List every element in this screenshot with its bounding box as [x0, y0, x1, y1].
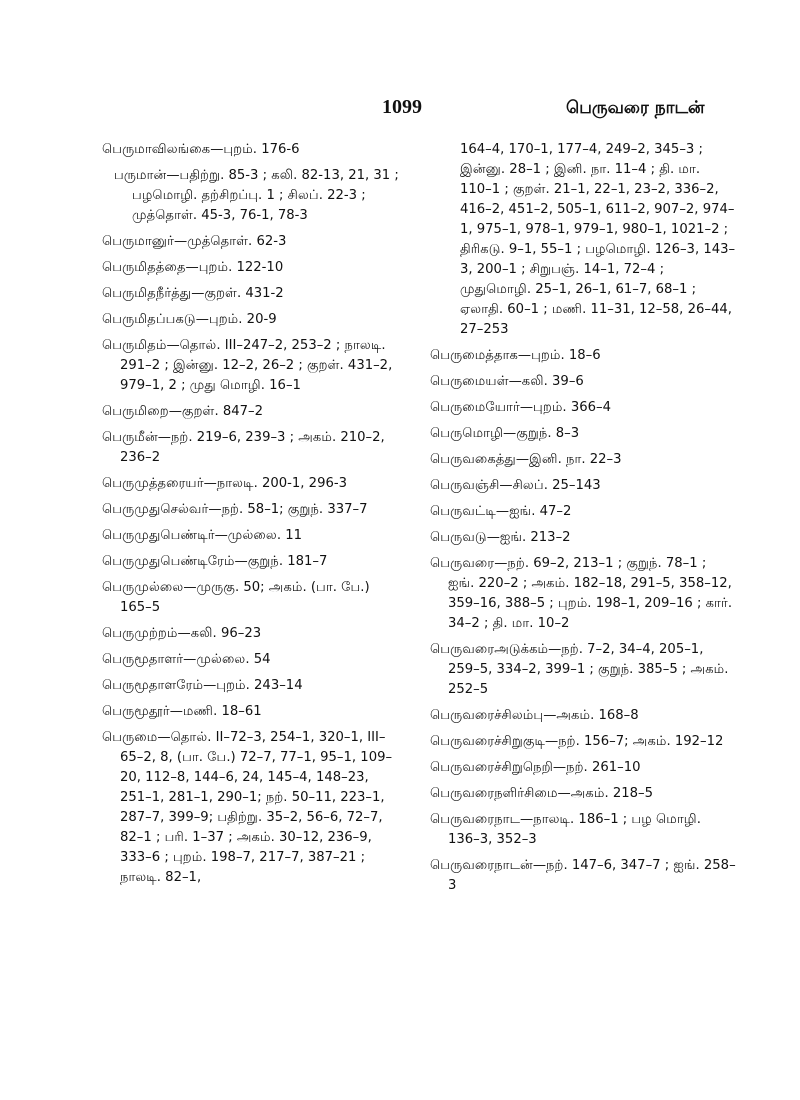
index-entry: பெருமூதூர்—மணி. 18–61 — [102, 704, 262, 719]
index-entry: பெருமிதத்தை—புறம். 122-10 — [102, 260, 284, 275]
index-entry: பெருமுத்தரையர்—நாலடி. 200-1, 296-3 — [102, 476, 347, 491]
page-header — [0, 96, 800, 126]
index-entry: பெருமுல்லை—முருகு. 50; அகம். (பா. பே.) 165–5 — [102, 580, 370, 615]
index-entry: பெருமைத்தாக—புறம். 18–6 — [430, 348, 601, 363]
index-entry: பெருவரைநாட—நாலடி. 186–1 ; பழ மொழி. 136–3, 352–3 — [430, 812, 701, 847]
index-entry: பருமான்—பதிற்று. 85-3 ; கலி. 82-13, 21, 31 ; பழமொழி. தற்சிறப்பு. 1 ; சிலப். 22-3 ; முத்தொள். 45-3, 76-1, 78-3 — [114, 168, 399, 223]
page-number: 1099 — [382, 96, 422, 118]
index-entry: பெருவட்டி—ஐங். 47–2 — [430, 504, 572, 519]
index-entry: பெருமாவிலங்கை—புறம். 176-6 — [102, 142, 300, 157]
index-entry: பெருவரை—நற். 69–2, 213–1 ; குறுந். 78–1 ; ஐங். 220–2 ; அகம். 182–18, 291–5, 358–12, 359–16, 388–5 ; புறம். 198–1, 209–16 ; கார். 34–2 ; தி. மா. 10–2 — [430, 556, 733, 631]
index-entry: பெருவரைஅடுக்கம்—நற். 7–2, 34–4, 205–1, 259–5, 334–2, 399–1 ; குறுந். 385–5 ; அகம். 252–5 — [430, 642, 729, 697]
index-entry: பெருமீன்—நற். 219–6, 239–3 ; அகம். 210–2, 236–2 — [102, 430, 385, 465]
index-entry: பெருவரைச்சிறுநெறி—நற். 261–10 — [430, 760, 641, 775]
index-entry: பெருமுதுபெண்டிர்—முல்லை. 11 — [102, 528, 302, 543]
index-entry: பெருமையோர்—புறம். 366–4 — [430, 400, 611, 415]
index-entry: பெருமுதுசெல்வர்—நற். 58–1; குறுந். 337–7 — [102, 502, 368, 517]
index-entry: பெருமுற்றம்—கலி. 96–23 — [102, 626, 262, 641]
index-entry: பெருமிறை—குறள். 847–2 — [102, 404, 263, 419]
index-entry: பெருவடு—ஐங். 213–2 — [430, 530, 571, 545]
running-head: பெருவரை நாடன் — [566, 98, 705, 118]
index-entry: 164–4, 170–1, 177–4, 249–2, 345–3 ; இன்னு. 28–1 ; இனி. நா. 11–4 ; தி. மா. 110–1 ; குறள். 21–1, 22–1, 23–2, 336–2, 416–2, 451–2, 505–1, 611–2, 907–2, 974–1, 975–1, 978–1, 979–1, 980–1, 1021–2 ; திரிகடு. 9–1, 55–1 ; பழமொழி. 126–3, 143–3, 200–1 ; சிறுபஞ். 14–1, 72–4 ; முதுமொழி. 25–1, 26–1, 61–7, 68–1 ; ஏலாதி. 60–1 ; மணி. 11–31, 12–58, 26–44, 27–253 — [460, 142, 736, 337]
index-entry: பெருவரைநாடன்—நற். 147–6, 347–7 ; ஐங். 258–3 — [430, 858, 736, 893]
index-entry: பெருமிதநீர்த்து—குறள். 431-2 — [102, 286, 284, 301]
index-entry: பெருவரைச்சிறுகுடி—நற். 156–7; அகம். 192–12 — [430, 734, 724, 749]
index-entry: பெருவஞ்சி—சிலப். 25–143 — [430, 478, 601, 493]
index-entry: பெருமொழி—குறுந். 8–3 — [430, 426, 580, 441]
index-entry: பெருமானுர்—முத்தொள். 62-3 — [102, 234, 287, 249]
index-entry: பெருமூதாளர்—முல்லை. 54 — [102, 652, 271, 667]
index-entry: பெருமையள்—கலி. 39–6 — [430, 374, 584, 389]
left-column — [102, 140, 402, 894]
index-entry: பெருமை—தொல். II–72–3, 254–1, 320–1, III–65–2, 8, (பா. பே.) 72–7, 77–1, 95–1, 109–20, 112–8, 144–6, 24, 145–4, 148–23, 251–1, 281–1, 290–1; நற். 50–11, 223–1, 287–7, 399–9; பதிற்று. 35–2, 56–6, 72–7, 82–1 ; பரி. 1–37 ; அகம். 30–12, 236–9, 333–6 ; புறம். 198–7, 217–7, 387–21 ; நாலடி. 82–1, — [102, 730, 393, 885]
index-entry: பெருமிதம்—தொல். III–247–2, 253–2 ; நாலடி. 291–2 ; இன்னு. 12–2, 26–2 ; குறள். 431–2, 979–1, 2 ; முது மொழி. 16–1 — [102, 338, 393, 393]
index-entry: பெருமுதுபெண்டிரேம்—குறுந். 181–7 — [102, 554, 328, 569]
index-entry: பெருமிதப்பகடு—புறம். 20-9 — [102, 312, 277, 327]
right-column — [430, 140, 736, 902]
index-entry: பெருவரைநளிர்சிமை—அகம். 218–5 — [430, 786, 653, 801]
index-entry: பெருவகைத்து—இனி. நா. 22–3 — [430, 452, 622, 467]
index-entry: பெருமூதாளரேம்—புறம். 243–14 — [102, 678, 303, 693]
index-entry: பெருவரைச்சிலம்பு—அகம். 168–8 — [430, 708, 639, 723]
